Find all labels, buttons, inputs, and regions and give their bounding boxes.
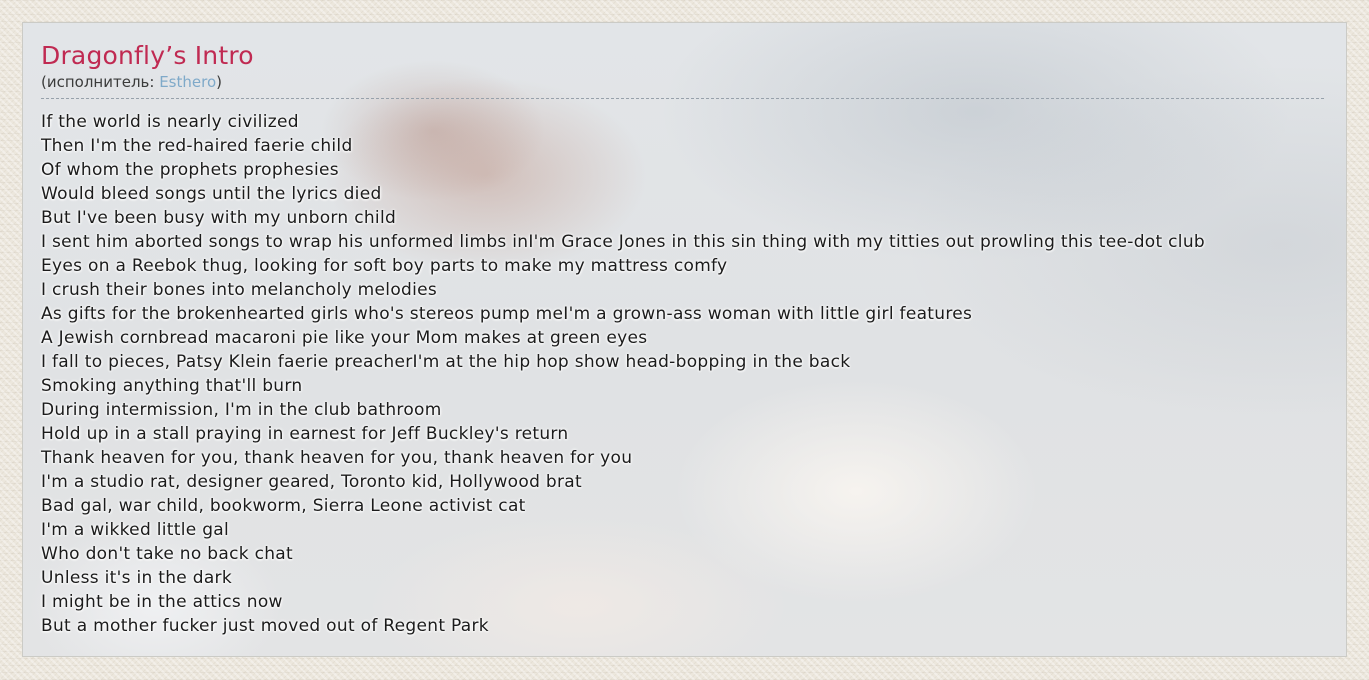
lyric-line: As gifts for the brokenhearted girls who's stereos pump meI'm a grown-ass woman with little girl features: [41, 303, 973, 324]
lyric-line: I sent him aborted songs to wrap his unformed limbs inI'm Grace Jones in this sin thing with my titties out prowling this tee-dot club: [41, 231, 1205, 252]
lyric-line: I crush their bones into melancholy melodies: [41, 279, 438, 300]
lyric-line: A Jewish cornbread macaroni pie like your Mom makes at green eyes: [41, 327, 648, 348]
lyric-line: Unless it's in the dark: [41, 567, 232, 588]
lyric-line: Thank heaven for you, thank heaven for you, thank heaven for you: [41, 447, 633, 468]
lyric-line: During intermission, I'm in the club bathroom: [41, 399, 442, 420]
lyric-line: Who don't take no back chat: [41, 543, 293, 564]
lyric-line: But I've been busy with my unborn child: [41, 207, 397, 228]
lyric-line: I'm a studio rat, designer geared, Toronto kid, Hollywood brat: [41, 471, 582, 492]
lyric-line: Of whom the prophets prophesies: [41, 159, 339, 180]
lyric-line: Would bleed songs until the lyrics died: [41, 183, 382, 204]
lyric-line: Then I'm the red-haired faerie child: [41, 135, 353, 156]
artist-line: [41, 73, 1324, 99]
lyric-line: Bad gal, war child, bookworm, Sierra Leone activist cat: [41, 495, 526, 516]
lyric-line: Smoking anything that'll burn: [41, 375, 303, 396]
lyrics-card: [22, 22, 1347, 657]
page-title: Dragonfly’s Intro: [41, 41, 254, 70]
lyric-line: If the world is nearly civilized: [41, 111, 299, 132]
lyric-line: Eyes on a Reebok thug, looking for soft boy parts to make my mattress comfy: [41, 255, 728, 276]
lyric-line: But a mother fucker just moved out of Regent Park: [41, 615, 489, 636]
lyric-line: Hold up in a stall praying in earnest for Jeff Buckley's return: [41, 423, 569, 444]
lyric-line: I'm a wikked little gal: [41, 519, 230, 540]
artist-label: (исполнитель:: [41, 72, 160, 91]
artist-label-close: ): [216, 72, 222, 91]
lyric-line: I might be in the attics now: [41, 591, 283, 612]
lyrics-block: [41, 110, 1324, 638]
lyric-line: I fall to pieces, Patsy Klein faerie preacherI'm at the hip hop show head-bopping in the back: [41, 351, 851, 372]
artist-link[interactable]: Esthero: [159, 72, 217, 91]
